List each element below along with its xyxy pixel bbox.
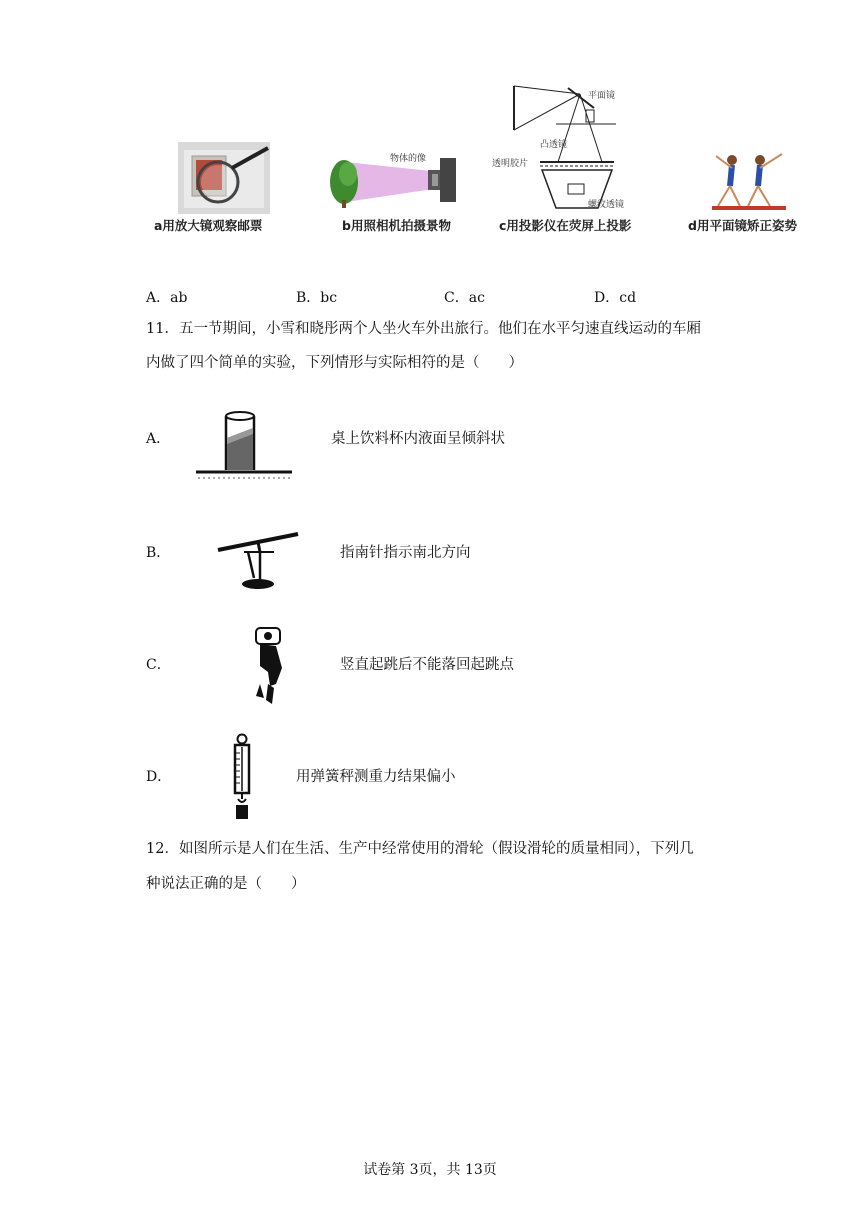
- option-letter: D．: [594, 290, 620, 306]
- option-text: ab: [170, 290, 188, 306]
- magnifier-stamp-image: [178, 142, 270, 214]
- figure-a-caption: a用放大镜观察邮票: [154, 218, 263, 233]
- dancers-mirror-image: [712, 150, 786, 210]
- q10-option-b[interactable]: [296, 287, 337, 307]
- figure-d-caption: d用平面镜矫正姿势: [688, 218, 797, 233]
- compass-icon: [214, 528, 304, 594]
- q11-option-a-letter[interactable]: A．: [146, 431, 171, 447]
- q11-option-c-text: 竖直起跳后不能落回起跳点: [340, 657, 514, 673]
- figure-row: [150, 80, 830, 240]
- q12-stem-line1: 12．如图所示是人们在生活、生产中经常使用的滑轮（假设滑轮的质量相同），下列几: [146, 841, 694, 857]
- q10-option-c[interactable]: [444, 287, 485, 307]
- q11-option-d-text: 用弹簧秤测重力结果偏小: [296, 769, 456, 785]
- option-letter: B．: [296, 290, 321, 306]
- q11-option-b-letter[interactable]: B．: [146, 545, 171, 561]
- q10-option-a[interactable]: [146, 287, 187, 307]
- q11-option-a-text: 桌上饮料杯内液面呈倾斜状: [331, 431, 505, 447]
- figure-b-caption: b用照相机拍摄景物: [342, 218, 451, 233]
- q11-option-c-letter[interactable]: C．: [146, 657, 171, 673]
- convex-lens-label: 凸透镜: [540, 140, 568, 150]
- q11-stem-line2: 内做了四个简单的实验，下列情形与实际相符的是（ ）: [146, 355, 523, 371]
- camera-image-label: 物体的像: [390, 154, 427, 164]
- plane-mirror-label: 平面镜: [588, 91, 616, 101]
- cup-icon: [196, 408, 292, 484]
- option-letter: C．: [444, 290, 469, 306]
- figure-d-dancers: [712, 150, 786, 210]
- spring-scale-icon: [226, 733, 258, 821]
- option-text: ac: [468, 290, 485, 306]
- fresnel-lens-label: 螺纹透镜: [588, 200, 625, 210]
- option-text: bc: [320, 290, 338, 306]
- q11-stem-line1: 11．五一节期间，小雪和晓彤两个人坐火车外出旅行。他们在水平匀速直线运动的车厢: [146, 321, 701, 337]
- page-footer: 试卷第 3页，共 13页: [363, 1162, 497, 1178]
- q12-stem-line2: 种说法正确的是（ ）: [146, 876, 306, 892]
- option-letter: A．: [146, 290, 171, 306]
- figure-a-magnifier: [178, 142, 270, 214]
- transparent-film-label: 透明胶片: [492, 159, 529, 169]
- jumping-person-icon: [246, 624, 292, 708]
- option-text: cd: [619, 290, 637, 306]
- q10-option-d[interactable]: [594, 287, 636, 307]
- q11-option-b-text: 指南针指示南北方向: [340, 545, 471, 561]
- figure-c-caption: c用投影仪在荧屏上投影: [499, 218, 632, 233]
- q11-option-d-letter[interactable]: D．: [146, 769, 172, 785]
